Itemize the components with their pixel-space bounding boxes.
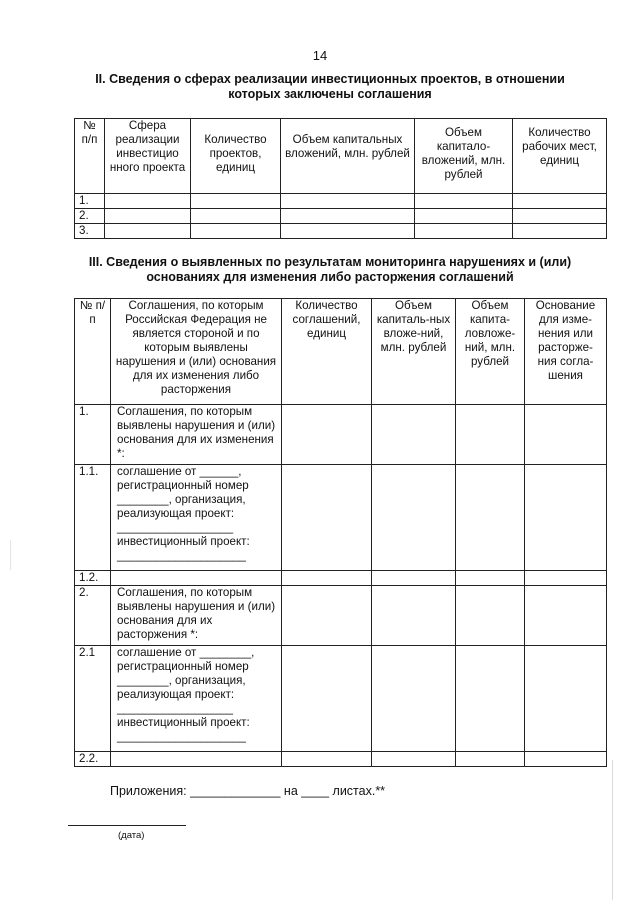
table-row	[75, 224, 607, 239]
section3-title-line1: III. Сведения о выявленных по результатам мониторинга нарушениях и (или)	[88, 255, 572, 269]
row-description: Соглашения, по которым выявлены нарушения и (или) основания для их расторжения *:	[111, 586, 282, 646]
violations-table	[74, 298, 607, 767]
col-projects-count: Количество проектов, единиц	[191, 119, 281, 194]
col-sphere: Сфера реализации инвестицио нного проекта	[105, 119, 191, 194]
row-number: 2.2.	[75, 752, 111, 767]
scan-edge-mark	[612, 760, 613, 900]
spheres-table	[74, 118, 607, 239]
agreement-details	[111, 465, 282, 571]
col-agreements-count: Количество соглашений, единиц	[282, 299, 372, 405]
agreement-details	[111, 646, 282, 752]
blank-line: ____________________	[117, 549, 246, 562]
section3-title-line2: основаниях для изменения либо расторжения соглашений	[146, 270, 514, 284]
scan-edge-mark	[10, 540, 11, 570]
col-number: № п/п	[75, 299, 111, 405]
row-number: 1.2.	[75, 571, 111, 586]
blank-line: __________________	[117, 521, 234, 534]
row-number: 3.	[75, 224, 105, 239]
date-label: (дата)	[118, 830, 145, 841]
row-number: 2.	[75, 209, 105, 224]
investment-project-label: инвестиционный проект:	[117, 535, 250, 548]
col-capital-investments: Объем капитальных вложений, млн. рублей	[281, 119, 415, 194]
registration-number-label: регистрационный номер	[117, 479, 249, 492]
registration-number-label: регистрационный номер	[117, 660, 249, 673]
col-number: № п/п	[75, 119, 105, 194]
agreement-date-line: соглашение от ______,	[117, 465, 242, 478]
section2-title	[60, 72, 600, 102]
row-number: 1.	[75, 405, 111, 465]
implementing-label: реализующая проект:	[117, 507, 235, 520]
table-row	[75, 209, 607, 224]
col-agreements: Соглашения, по которым Российская Федерация не является стороной и по которым выявлены нарушения и (или) основания для их изменения либо расторжения	[111, 299, 282, 405]
row-number: 2.1	[75, 646, 111, 752]
table-row	[75, 571, 607, 586]
table-row	[75, 646, 607, 752]
row-description: Соглашения, по которым выявлены нарушения и (или) основания для их изменения *:	[111, 405, 282, 465]
attachments-line: Приложения: _____________ на ____ листах.**	[110, 784, 386, 798]
table-row	[75, 586, 607, 646]
section2-title-line1: II. Сведения о сферах реализации инвестиционных проектов, в отношении	[95, 72, 565, 86]
blank-line: ____________________	[117, 730, 246, 743]
organization-line: ________, организация,	[117, 493, 246, 506]
investment-project-label: инвестиционный проект:	[117, 716, 250, 729]
row-number: 1.	[75, 194, 105, 209]
col-jobs: Количество рабочих мест, единиц	[513, 119, 607, 194]
row-number: 1.1.	[75, 465, 111, 571]
blank-line: __________________	[117, 702, 234, 715]
row-number: 2.	[75, 586, 111, 646]
col-capital-investments: Объем капиталь-ных вложе-ний, млн. рублей	[372, 299, 456, 405]
page-number: 14	[312, 48, 328, 63]
implementing-label: реализующая проект:	[117, 688, 235, 701]
col-capital-investments-2: Объем капита-ловложе-ний, млн. рублей	[456, 299, 525, 405]
table-row	[75, 752, 607, 767]
date-signature-line	[68, 825, 186, 826]
table-row	[75, 465, 607, 571]
table-row	[75, 194, 607, 209]
agreement-date-line: соглашение от ________,	[117, 646, 255, 659]
section3-title	[60, 255, 600, 285]
organization-line: ________, организация,	[117, 674, 246, 687]
table-row	[75, 405, 607, 465]
col-grounds: Основание для изме-нения или расторже-ния согла-шения	[525, 299, 607, 405]
col-capital-investments-2: Объем капитало-вложений, млн. рублей	[415, 119, 513, 194]
section2-title-line2: которых заключены соглашения	[228, 87, 432, 101]
